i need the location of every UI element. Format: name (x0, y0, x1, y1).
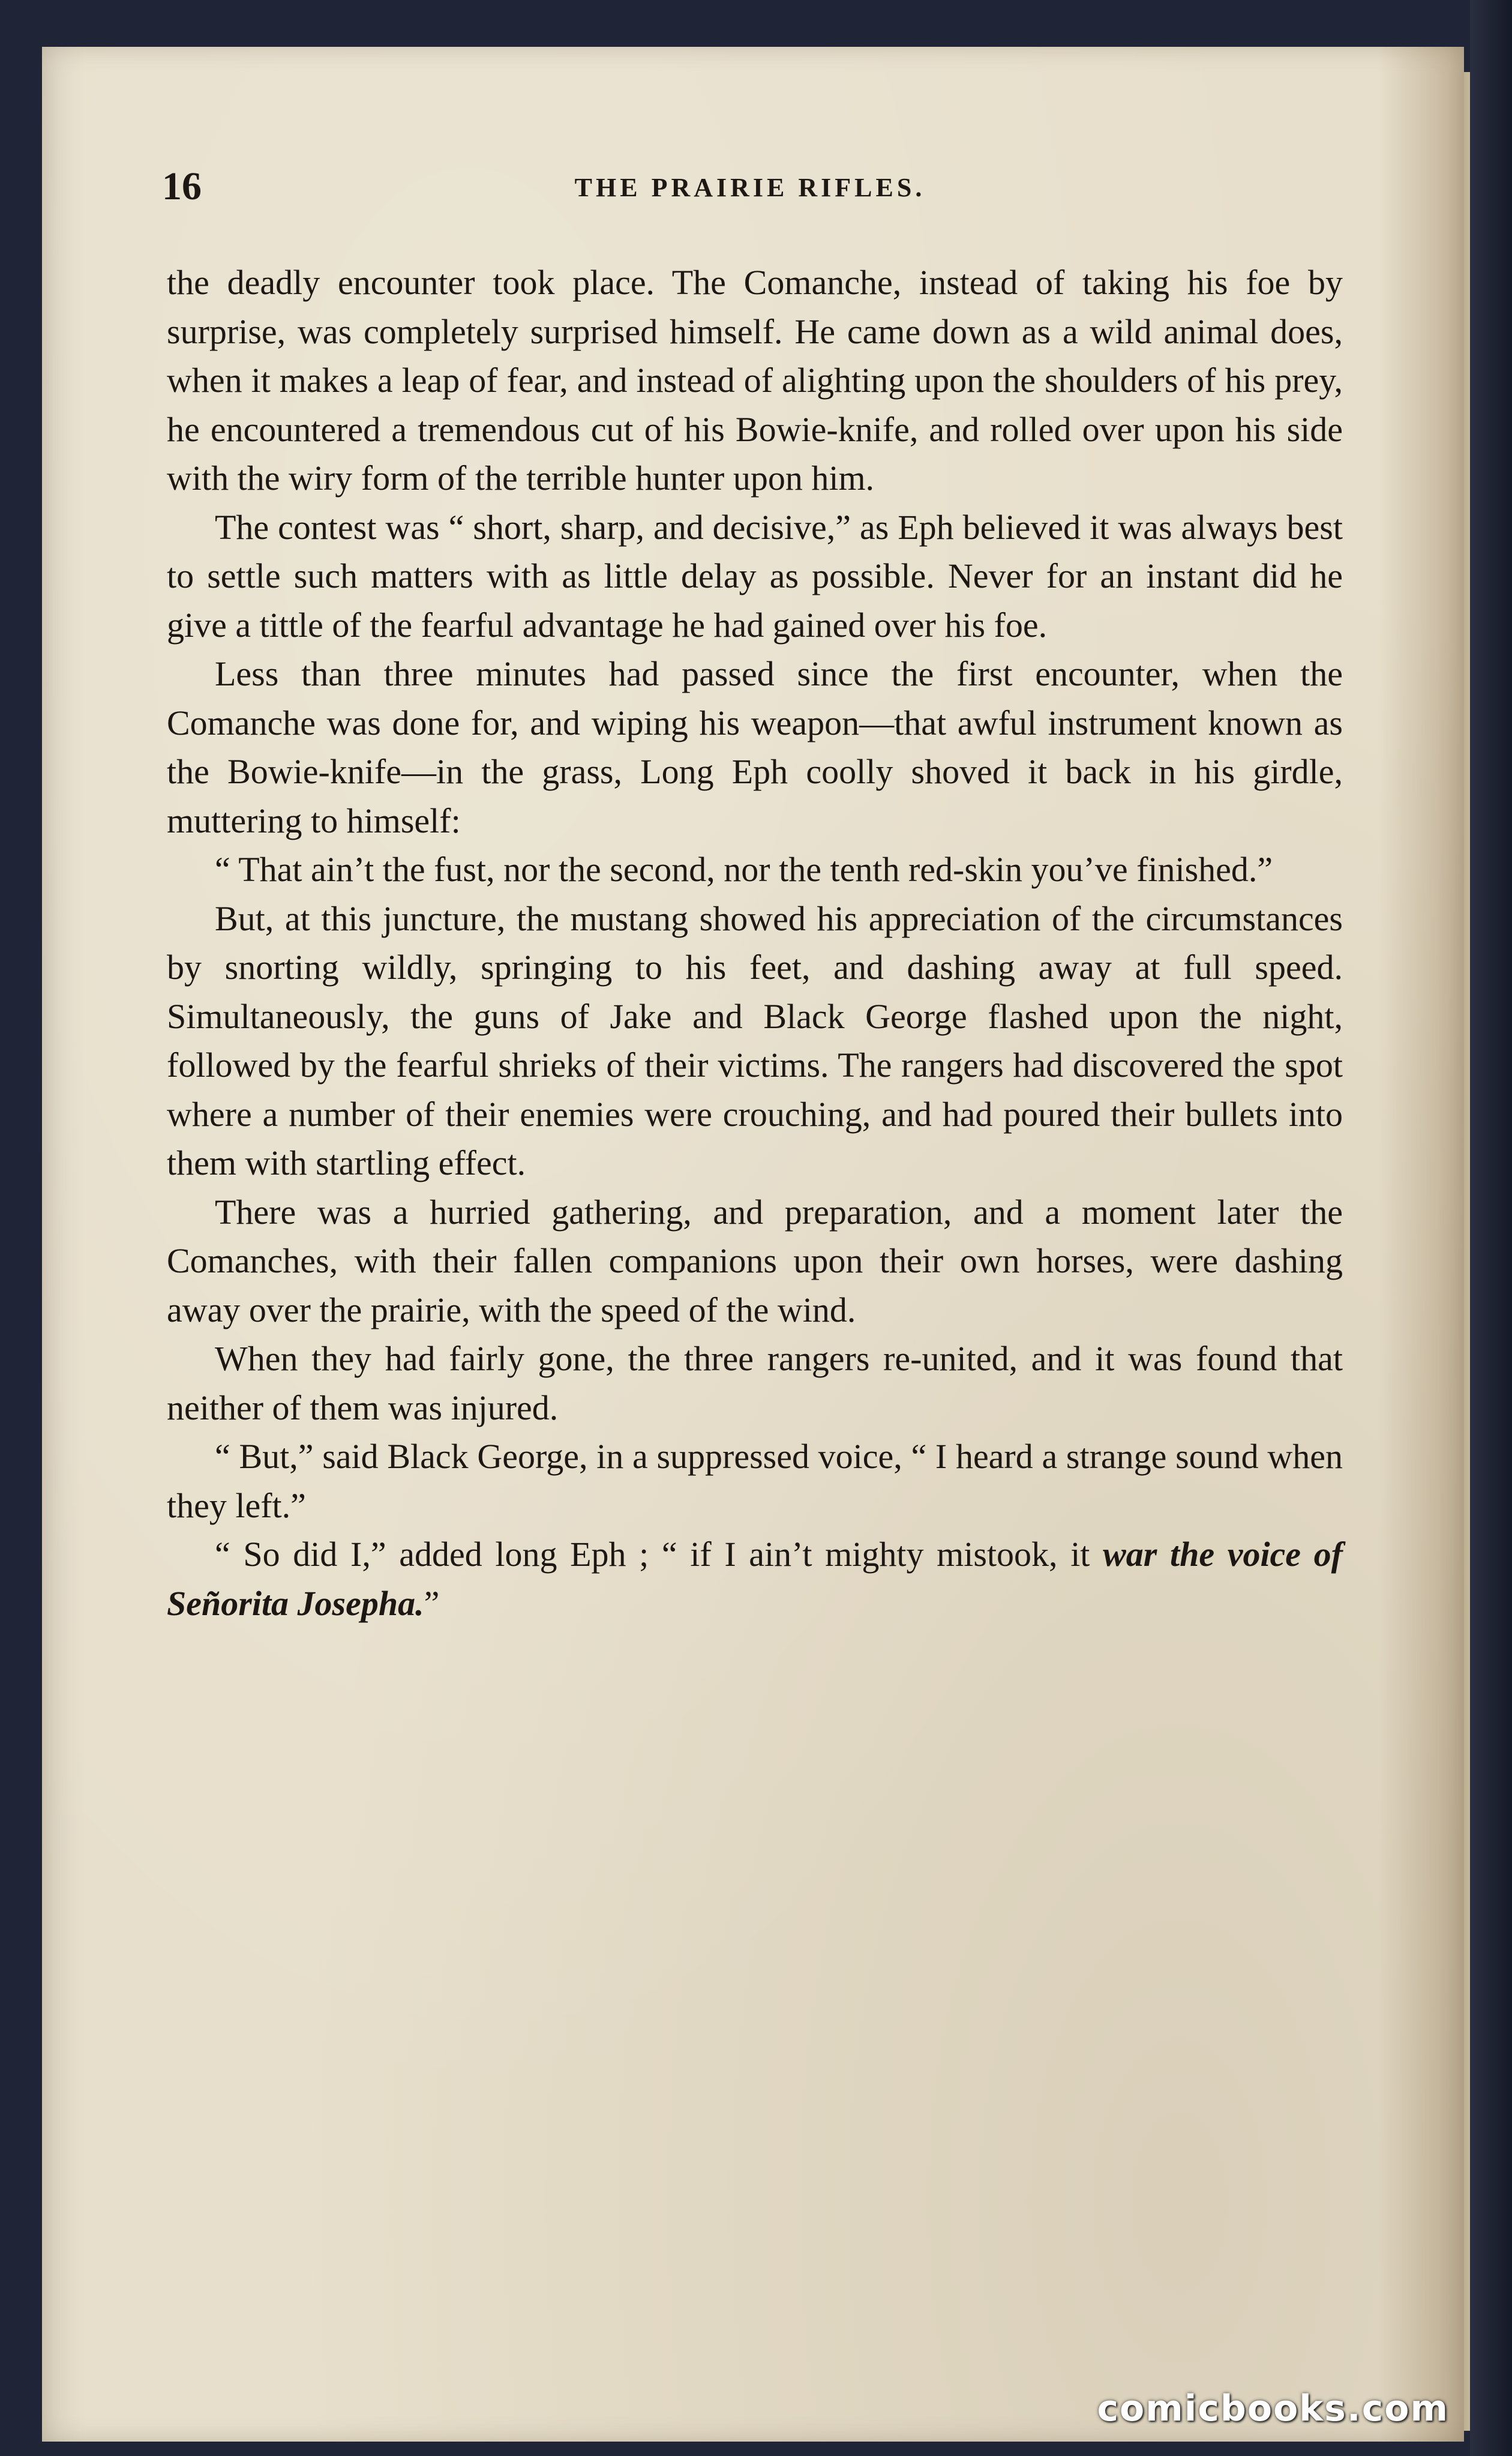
closing-quote: ” (424, 1583, 440, 1623)
paragraph: But, at this juncture, the mustang showed his appreciation of the circumstances by snorting wildly, springing to his feet, and dashing away at full speed. Simultaneously, the guns of Jake and Black George flashed upon the night, followed by the fearful shrieks of their victims. The rangers had discovered the spot where a number of their enemies were crouching, and had poured their bullets into them with startling effect. (167, 898, 1343, 1182)
final-paragraph (167, 1530, 1343, 1628)
running-title: THE PRAIRIE RIFLES. (574, 173, 926, 202)
page-number: 16 (162, 164, 202, 208)
page-body (167, 258, 1343, 1628)
paragraph: There was a hurried gathering, and preparation, and a moment later the Comanches, with their fallen companions upon their own horses, were dashing away over the prairie, with the speed of the wind. (167, 1192, 1343, 1329)
running-head (162, 159, 1338, 219)
paragraph: the deadly encounter took place. The Comanche, instead of taking his foe by surprise, was completely surprised himself. He came down as a wild animal does, when it makes a leap of fear, and instead of alighting upon the shoulders of his prey, he encountered a tremendous cut of his Bowie-knife, and rolled over upon his side with the wiry form of the terrible hunter upon him. (167, 263, 1343, 498)
book-spine (1470, 0, 1512, 2456)
italic-quote: war the voice of Señorita Josepha. (167, 1535, 1343, 1623)
paragraph: The contest was “ short, sharp, and decisive,” as Eph believed it was always best to settle such matters with as little delay as possible. Never for an instant did he give a tittle of the fearful advantage he had gained over his foe. (167, 507, 1343, 645)
paragraph: Less than three minutes had passed since the first encounter, when the Comanche was done for, and wiping his weapon—that awful instrument known as the Bowie-knife—in the grass, Long Eph coolly shoved it back in his girdle, muttering to himself: (167, 654, 1343, 840)
final-paragraph-text: “ So did I,” added long Eph ; “ if I ain’t mighty mistook, it (215, 1535, 1103, 1574)
paragraph: When they had fairly gone, the three rangers re-united, and it was found that neither of them was injured. (167, 1339, 1343, 1427)
watermark: comicbooks.com (1097, 2388, 1449, 2430)
paragraph: “ But,” said Black George, in a suppressed voice, “ I heard a strange sound when they left.” (167, 1437, 1343, 1525)
paragraph: “ That ain’t the fust, nor the second, nor the tenth red-skin you’ve finished.” (215, 850, 1273, 889)
